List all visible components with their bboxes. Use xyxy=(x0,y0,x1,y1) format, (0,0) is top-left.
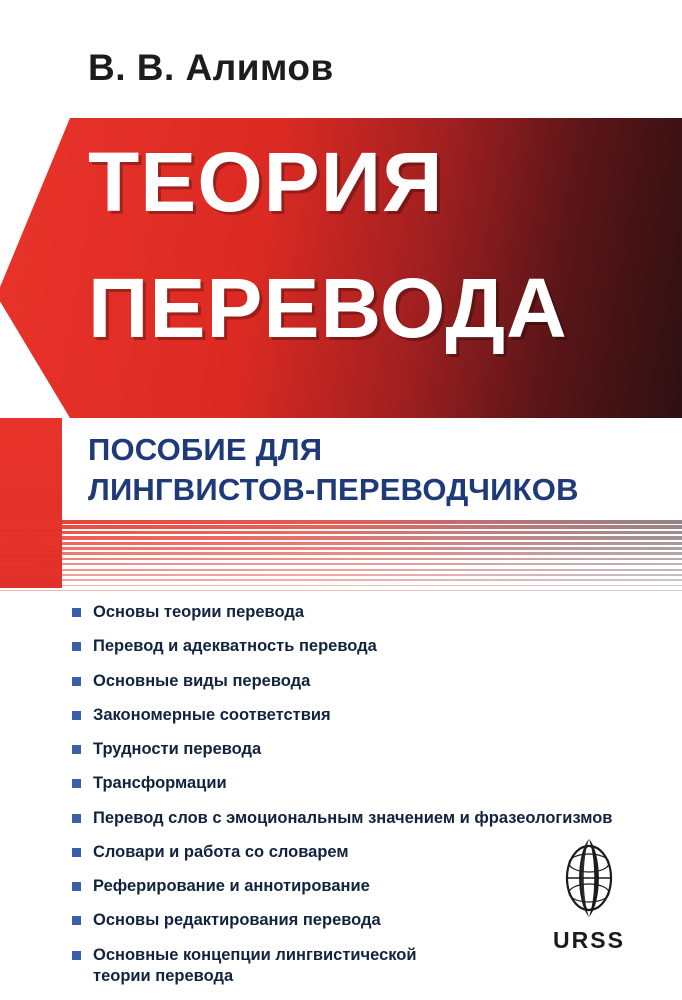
square-bullet-icon xyxy=(72,677,81,686)
publisher-logo xyxy=(534,835,644,954)
author-name: В. В. Алимов xyxy=(88,47,334,88)
stripe-line xyxy=(0,585,682,586)
list-item xyxy=(72,705,652,727)
list-item-label: Закономерные соответствия xyxy=(93,705,331,724)
title-line-2: ПЕРЕВОДА xyxy=(88,261,568,355)
square-bullet-icon xyxy=(72,916,81,925)
subtitle-line-1: ПОСОБИЕ ДЛЯ xyxy=(88,432,323,467)
title-line-1: ТЕОРИЯ xyxy=(88,135,444,229)
square-bullet-icon xyxy=(72,779,81,788)
subtitle-block xyxy=(88,430,648,509)
list-item xyxy=(72,636,652,658)
list-item-label: Трансформации xyxy=(93,774,227,793)
publisher-name: URSS xyxy=(553,927,625,953)
stripe-line xyxy=(0,525,682,529)
stripe-line xyxy=(0,569,682,571)
stripe-line xyxy=(0,590,682,591)
list-item-label: Основы редактирования перевода xyxy=(93,911,381,930)
square-bullet-icon xyxy=(72,642,81,651)
list-item xyxy=(72,739,652,761)
square-bullet-icon xyxy=(72,711,81,720)
stripe-line xyxy=(0,558,682,560)
list-item-label: Перевод слов с эмоциональным значением и фразеологизмов xyxy=(93,808,613,827)
stripe-line xyxy=(0,520,682,524)
list-item-label: Реферирование и аннотирование xyxy=(93,877,370,896)
stripe-line xyxy=(0,531,682,535)
subtitle-line-2: ЛИНГВИСТОВ-ПЕРЕВОДЧИКОВ xyxy=(88,471,579,507)
stripe-line xyxy=(0,574,682,576)
stripe-line xyxy=(0,563,682,565)
decorative-stripes xyxy=(0,520,682,598)
square-bullet-icon xyxy=(72,882,81,891)
stripe-line xyxy=(0,547,682,550)
stripe-line xyxy=(0,536,682,539)
square-bullet-icon xyxy=(72,848,81,857)
square-bullet-icon xyxy=(72,814,81,823)
urss-globe-icon xyxy=(556,835,622,921)
list-item-label: Основные виды перевода xyxy=(93,671,311,690)
stripe-line xyxy=(0,542,682,545)
list-item xyxy=(72,602,652,624)
list-item-label: Основы теории перевода xyxy=(93,603,304,621)
list-item xyxy=(72,671,652,693)
stripe-line xyxy=(0,579,682,581)
list-item-label: Трудности перевода xyxy=(93,740,262,759)
title-block xyxy=(0,118,682,418)
stripe-line xyxy=(0,552,682,555)
square-bullet-icon xyxy=(72,951,81,960)
list-item-label: Основные концепции лингвистической теории перевода xyxy=(93,945,417,986)
list-item xyxy=(72,808,652,830)
list-item-label: Словари и работа со словарем xyxy=(93,842,349,861)
list-item xyxy=(72,773,652,795)
square-bullet-icon xyxy=(72,608,81,617)
list-item-label: Перевод и адекватность перевода xyxy=(93,637,377,656)
square-bullet-icon xyxy=(72,745,81,754)
